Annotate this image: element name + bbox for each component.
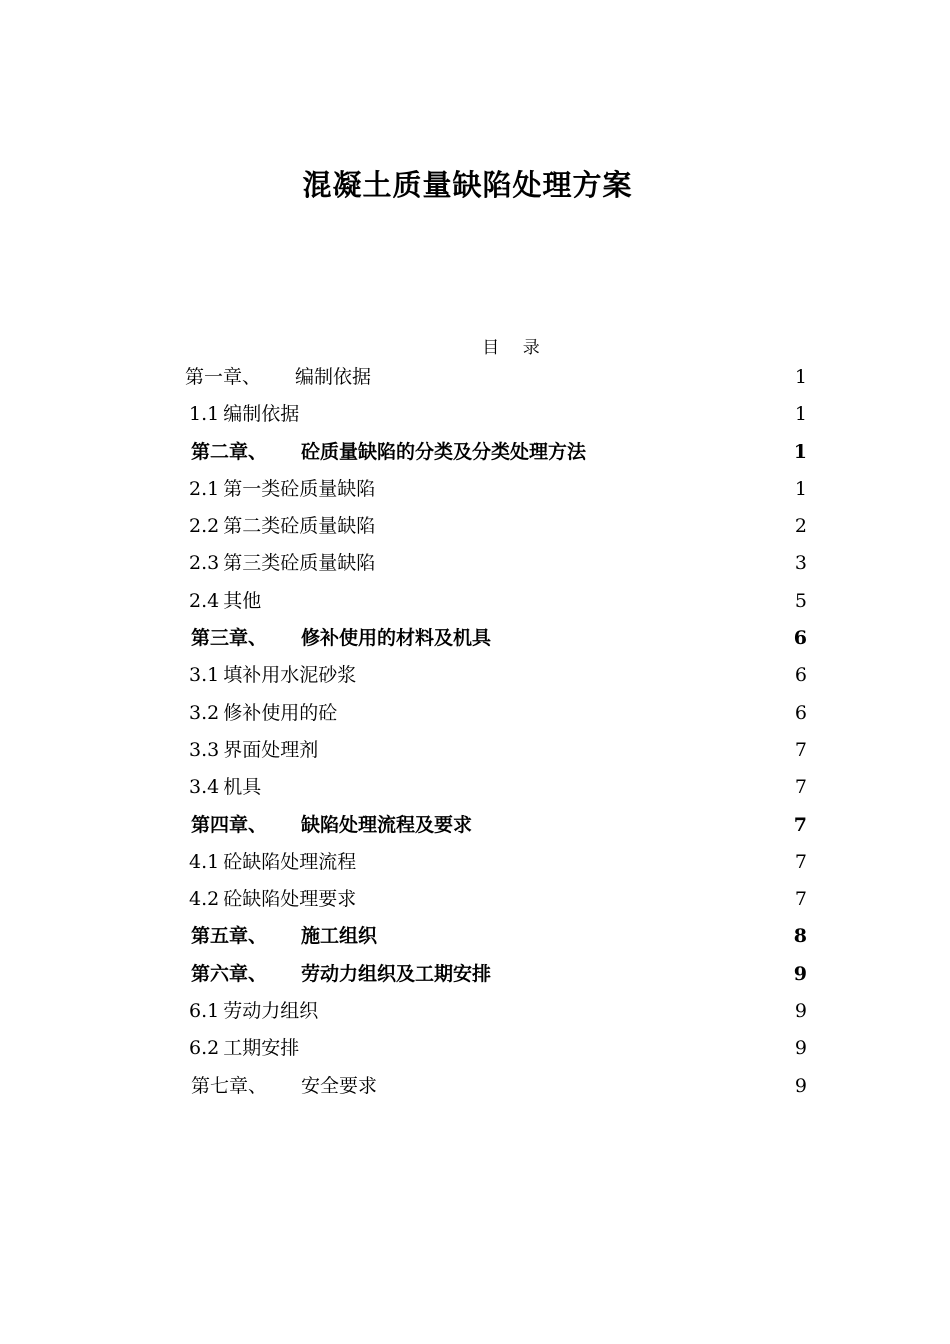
toc-section-entry[interactable] <box>185 844 807 881</box>
toc-entry-label <box>191 807 472 844</box>
toc-entry-label <box>189 1030 299 1067</box>
toc-entry-title: 第三类砼质量缺陷 <box>223 552 376 575</box>
toc-entry-label <box>189 508 375 545</box>
toc-entry-page-number: 9 <box>794 1074 807 1097</box>
toc-entry-label <box>189 844 356 881</box>
toc-entry-label <box>191 918 377 955</box>
toc-entry-label <box>189 583 261 620</box>
toc-section-entry[interactable] <box>185 471 807 508</box>
toc-entry-title: 工期安排 <box>223 1037 300 1060</box>
toc-entry-page-number: 1 <box>794 366 807 388</box>
toc-entry-page-number: 7 <box>794 738 807 761</box>
toc-entry-label <box>189 769 261 806</box>
table-of-contents <box>185 359 807 1105</box>
toc-entry-number: 第六章、 <box>191 962 268 985</box>
toc-entry-title: 劳动力组织 <box>223 1000 319 1023</box>
toc-section-entry[interactable] <box>185 769 807 806</box>
toc-entry-page-number: 5 <box>794 589 807 612</box>
toc-entry-title: 缺陷处理流程及要求 <box>301 813 473 836</box>
toc-entry-number: 3.3 <box>189 738 220 761</box>
toc-section-entry[interactable] <box>185 993 807 1030</box>
toc-section-entry[interactable] <box>185 396 807 433</box>
toc-section-entry[interactable] <box>185 508 807 545</box>
toc-entry-title: 机具 <box>223 776 262 799</box>
toc-section-entry[interactable] <box>185 657 807 694</box>
toc-entry-page-number: 8 <box>793 925 807 948</box>
toc-entry-number: 4.1 <box>189 850 220 873</box>
toc-entry-number: 3.1 <box>189 664 220 687</box>
toc-entry-number: 1.1 <box>189 403 220 426</box>
toc-section-entry[interactable] <box>185 732 807 769</box>
toc-entry-page-number: 3 <box>794 552 807 575</box>
toc-entry-page-number: 9 <box>793 962 807 985</box>
toc-entry-page-number: 7 <box>794 888 807 911</box>
toc-entry-label <box>191 1068 377 1105</box>
toc-entry-page-number: 7 <box>794 850 807 873</box>
toc-entry-label <box>189 881 356 918</box>
toc-entry-page-number: 6 <box>794 701 807 724</box>
toc-entry-label <box>189 695 337 732</box>
toc-chapter-entry[interactable] <box>185 918 807 955</box>
toc-entry-number: 第一章、 <box>185 366 262 388</box>
toc-entry-page-number: 2 <box>794 515 807 538</box>
toc-section-entry[interactable] <box>185 583 807 620</box>
toc-entry-title: 其他 <box>223 589 262 612</box>
toc-entry-title: 砼缺陷处理要求 <box>223 888 357 911</box>
toc-entry-page-number: 9 <box>794 1000 807 1023</box>
toc-chapter-entry[interactable] <box>185 956 807 993</box>
toc-entry-number: 第七章、 <box>191 1074 268 1097</box>
toc-entry-page-number: 1 <box>794 477 807 500</box>
toc-entry-title: 施工组织 <box>301 925 378 948</box>
toc-entry-label <box>191 620 491 657</box>
toc-entry-page-number: 1 <box>793 440 807 463</box>
toc-section-entry[interactable] <box>185 1030 807 1067</box>
toc-section-entry[interactable] <box>185 695 807 732</box>
document-title: 混凝土质量缺陷处理方案 <box>302 168 633 202</box>
toc-entry-title: 安全要求 <box>301 1074 378 1097</box>
toc-entry-label <box>189 732 318 769</box>
toc-entry-number: 2.2 <box>189 515 220 538</box>
toc-entry-number: 3.2 <box>189 701 220 724</box>
toc-entry-page-number: 7 <box>794 776 807 799</box>
toc-entry-number: 6.1 <box>189 1000 220 1023</box>
toc-entry-page-number: 6 <box>793 627 807 650</box>
toc-entry-label <box>191 434 586 471</box>
toc-entry-number: 4.2 <box>189 888 220 911</box>
toc-entry-page-number: 9 <box>794 1037 807 1060</box>
toc-entry-title: 砼缺陷处理流程 <box>223 850 357 873</box>
toc-chapter-entry[interactable] <box>185 359 807 396</box>
toc-entry-number: 第二章、 <box>191 440 268 463</box>
toc-entry-number: 第四章、 <box>191 813 268 836</box>
toc-entry-label <box>189 471 375 508</box>
toc-entry-title: 编制依据 <box>295 366 372 388</box>
toc-entry-page-number: 7 <box>793 813 807 836</box>
toc-entry-number: 第五章、 <box>191 925 268 948</box>
toc-entry-title: 编制依据 <box>223 403 300 426</box>
toc-entry-label <box>189 657 356 694</box>
toc-entry-number: 2.4 <box>189 589 220 612</box>
toc-entry-title: 修补使用的砼 <box>223 701 338 724</box>
toc-chapter-entry[interactable] <box>185 807 807 844</box>
toc-entry-title: 砼质量缺陷的分类及分类处理方法 <box>301 440 587 463</box>
toc-section-entry[interactable] <box>185 545 807 582</box>
toc-chapter-entry[interactable] <box>185 1068 807 1105</box>
toc-entry-title: 填补用水泥砂浆 <box>223 664 357 687</box>
toc-entry-label <box>185 359 371 396</box>
toc-entry-number: 第三章、 <box>191 627 268 650</box>
toc-entry-label <box>189 396 299 433</box>
toc-entry-number: 2.3 <box>189 552 220 575</box>
toc-entry-number: 3.4 <box>189 776 220 799</box>
toc-entry-title: 第一类砼质量缺陷 <box>223 477 376 500</box>
toc-entry-label <box>189 993 318 1030</box>
toc-heading: 目 录 <box>482 338 540 358</box>
toc-section-entry[interactable] <box>185 881 807 918</box>
toc-entry-label <box>189 545 375 582</box>
toc-entry-title: 劳动力组织及工期安排 <box>301 962 492 985</box>
toc-chapter-entry[interactable] <box>185 434 807 471</box>
toc-entry-number: 6.2 <box>189 1037 220 1060</box>
toc-entry-title: 第二类砼质量缺陷 <box>223 515 376 538</box>
toc-entry-page-number: 1 <box>794 403 807 426</box>
toc-entry-title: 修补使用的材料及机具 <box>301 627 492 650</box>
toc-entry-number: 2.1 <box>189 477 220 500</box>
toc-entry-page-number: 6 <box>794 664 807 687</box>
toc-chapter-entry[interactable] <box>185 620 807 657</box>
toc-entry-title: 界面处理剂 <box>223 738 319 761</box>
toc-entry-label <box>191 956 491 993</box>
